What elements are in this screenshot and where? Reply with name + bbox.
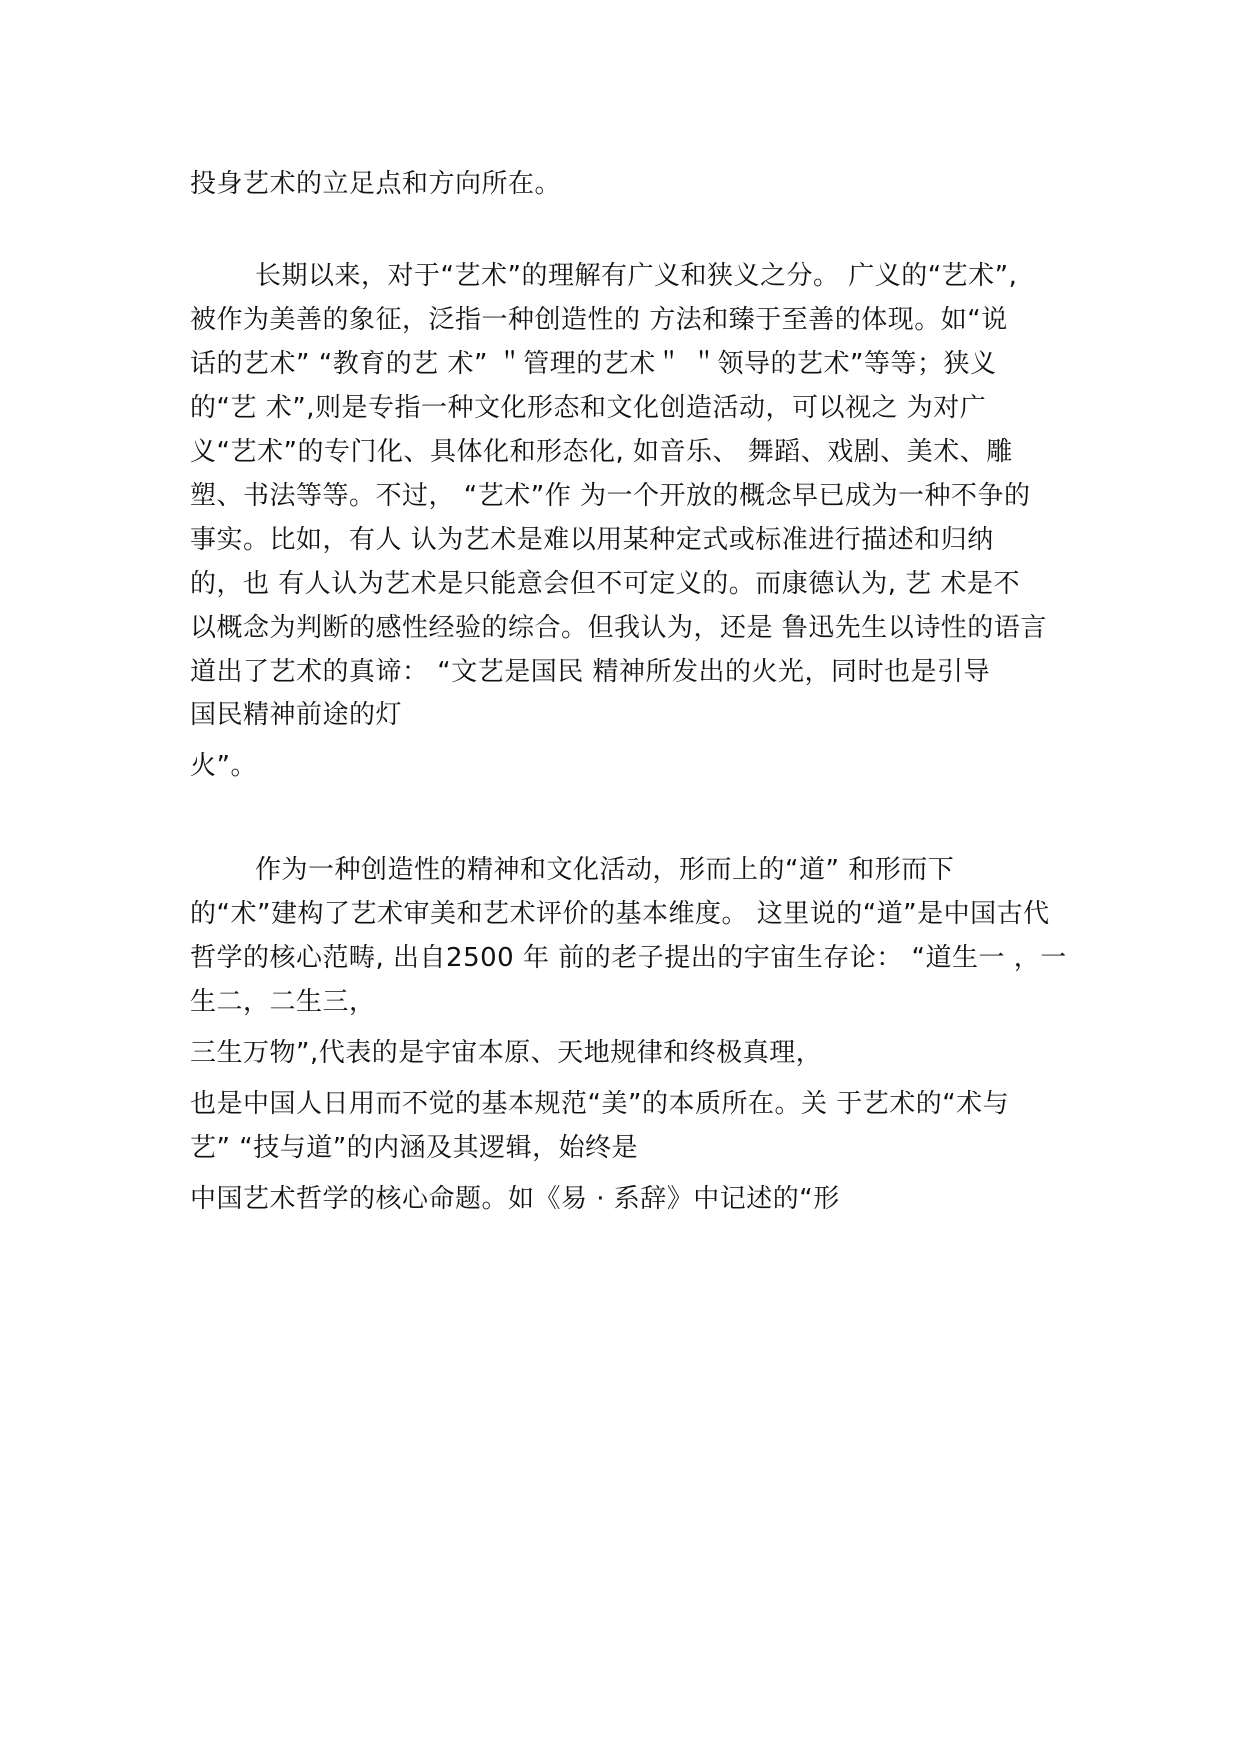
text-line: 哲学的核心范畴, 出自2500 年 前的老子提出的宇宙生存论： “道生一 ，一 <box>190 943 1067 973</box>
text-line: 作为一种创造性的精神和文化活动，形而上的“道” 和形而下 <box>255 855 955 885</box>
text-line: 道出了艺术的真谛： “文艺是国民 精神所发出的火光，同时也是引导 <box>190 657 990 687</box>
text-line: 国民精神前途的灯 <box>190 700 403 730</box>
text-line: 塑、书法等等。不过， “艺术”作 为一个开放的概念早已成为一种不争的 <box>190 481 1031 511</box>
text-line: 投身艺术的立足点和方向所在。 <box>190 169 562 199</box>
text-line: 火”。 <box>190 751 257 781</box>
text-line: 话的艺术” “教育的艺 术” ＂管理的艺术＂ ＂领导的艺术”等等；狭义 <box>190 349 997 379</box>
text-line: 艺” “技与道”的内涵及其逻辑，始终是 <box>190 1133 639 1163</box>
text-line: 长期以来，对于“艺术”的理解有广义和狭义之分。 广义的“艺术”, <box>255 261 1018 291</box>
text-line: 以概念为判断的感性经验的综合。但我认为，还是 鲁迅先生以诗性的语言 <box>190 613 1047 643</box>
text-line: 的“艺 术”,则是专指一种文化形态和文化创造活动，可以视之 为对广 <box>190 393 987 423</box>
text-line: 的，也 有人认为艺术是只能意会但不可定义的。而康德认为, 艺 术是不 <box>190 569 1021 599</box>
text-line: 也是中国人日用而不觉的基本规范“美”的本质所在。关 于艺术的“术与 <box>190 1089 1010 1119</box>
text-line: 三生万物”,代表的是宇宙本原、天地规律和终极真理， <box>190 1038 823 1068</box>
text-line: 生二，二生三， <box>190 987 376 1017</box>
text-line: 中国艺术哲学的核心命题。如《易 · 系辞》中记述的“形 <box>190 1184 840 1214</box>
text-line: 义“艺术”的专门化、具体化和形态化, 如音乐、 舞蹈、戏剧、美术、雕 <box>190 437 1013 467</box>
text-line: 事实。比如，有人 认为艺术是难以用某种定式或标准进行描述和归纳 <box>190 525 994 555</box>
text-line: 被作为美善的象征，泛指一种创造性的 方法和臻于至善的体现。如“说 <box>190 305 1008 335</box>
text-line: 的“术”建构了艺术审美和艺术评价的基本维度。 这里说的“道”是中国古代 <box>190 899 1050 929</box>
